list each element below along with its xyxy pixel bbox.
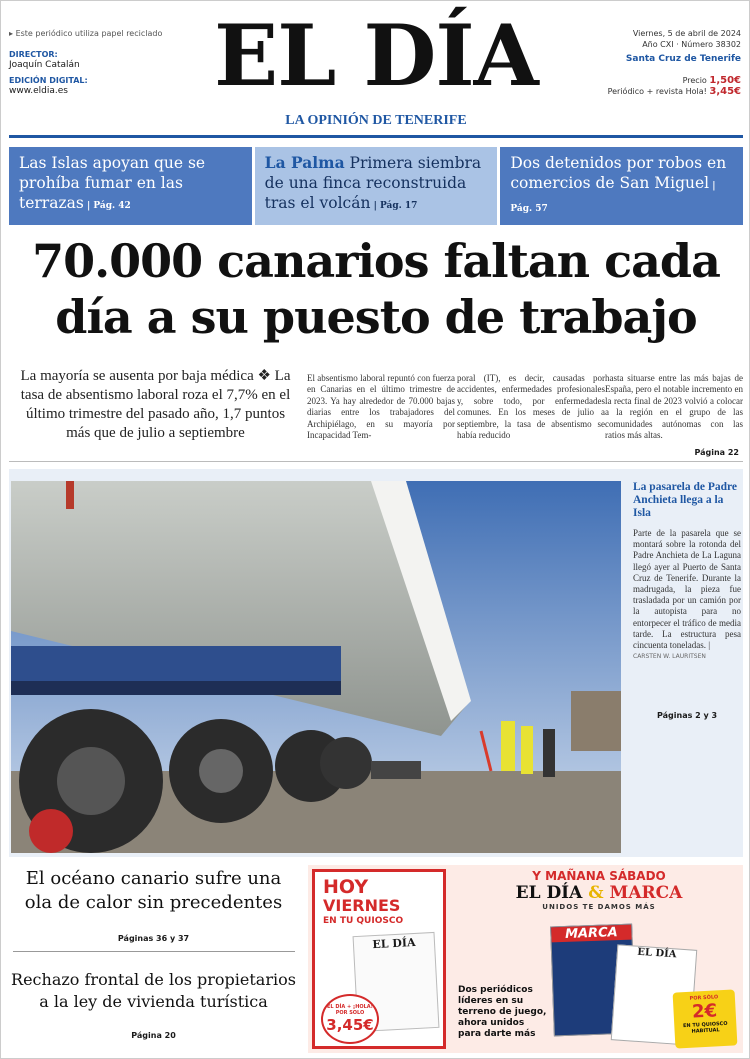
teaser-strip [9, 147, 743, 225]
promo-ad[interactable] [308, 865, 743, 1053]
lead-page-ref: Página 22 [694, 448, 739, 457]
ad-brand-marca: MARCA [609, 883, 683, 903]
digital-label: EDICIÓN DIGITAL: [9, 76, 88, 85]
director-label: DIRECTOR: [9, 50, 58, 59]
story-ocean[interactable]: El océano canario sufre una ola de calor sin precedentes [24, 868, 283, 913]
teaser-la-palma[interactable] [255, 147, 498, 225]
teaser-page: | Pág. 57 [510, 181, 716, 214]
photo-text: Parte de la pasarela que se montará sobre la rotonda del Padre Anchieta de La Laguna llegó ayer al Puerto de Santa Cruz de Tenerife. Durante la madrugada, la pieza fue trasladada por un camión por la autopista para no entorpecer el tráfico de media tarde. La estructura pesa cincuenta toneladas. | [633, 528, 741, 651]
header-right [541, 28, 741, 97]
mini-marca-masthead: MARCA [551, 925, 631, 943]
badge-small: POR SÓLO [689, 994, 719, 1002]
ad-price-badge-2 [673, 989, 738, 1048]
ad-viernes: VIERNES [323, 896, 401, 915]
ad-unidos: UNIDOS TE DAMOS MÁS [542, 903, 656, 911]
ad-tomorrow: Y MAÑANA SÁBADO [532, 869, 666, 883]
ad-en-quiosco: EN TU QUIOSCO [323, 916, 404, 926]
badge-tiny: EN TU QUIOSCO HABITUAL [682, 1020, 728, 1035]
story-housing[interactable]: Rechazo frontal de los propietarios a la ley de vivienda turística [11, 970, 296, 1011]
price-label: Precio [682, 76, 707, 85]
recycled-text: Este periódico utiliza papel reciclado [15, 29, 163, 38]
bottom-divider [13, 951, 295, 952]
walkway-illustration [11, 481, 621, 853]
teaser-page: | Pág. 42 [83, 201, 131, 211]
issue-number: Año CXI · Número 38302 [642, 40, 741, 49]
section-divider [9, 461, 743, 462]
recycled-note: ▸ Este periódico utiliza papel reciclado [9, 29, 163, 38]
badge-price: 2€ [691, 1000, 718, 1023]
ad-hoy: HOY [323, 876, 369, 898]
lead-headline[interactable]: 70.000 canarios faltan cada día a su puesto de trabajo [32, 234, 720, 344]
story-housing-page: Página 20 [131, 1031, 176, 1040]
header-rule [9, 135, 743, 138]
photo-page-ref: Páginas 2 y 3 [657, 711, 718, 720]
ad-brand-eldia: EL DÍA [515, 883, 583, 903]
story-ocean-page: Páginas 36 y 37 [117, 934, 190, 943]
lead-column-2: poral (IT), es decir, causadas por accidentes, enfermedades profesionales y, sobre todo, por enfermedades comunes. En los meses de julio a septiembre, la tasa de absentismo se había reducido [457, 373, 605, 441]
ad-brands [458, 883, 740, 903]
lead-column-1: El absentismo laboral repuntó con fuerza en Canarias en el último trimestre de 2023. Ya hay alrededor de 70.000 bajas diarias entre los trabajadores del Archipiélago, en su mayoría por Incapacidad Tem- [307, 373, 455, 441]
photo-headline[interactable]: La pasarela de Padre Anchieta llega a la Isla [633, 481, 738, 519]
ad-tomorrow-header [458, 869, 740, 919]
teaser-smoking[interactable] [9, 147, 252, 225]
city: Santa Cruz de Tenerife [625, 54, 741, 64]
ad-price-badge [321, 994, 379, 1044]
lead-summary: La mayoría se ausenta por baja médica ❖ La tasa de absentismo laboral roza el 7,7% en el último trimestre del pasado año, 1,7 puntos más que de julio a septiembre [20, 368, 291, 441]
ad-price: 3,45€ [326, 1016, 374, 1034]
price2-label: Periódico + revista Hola! [607, 87, 707, 96]
teaser-text: Primera siembra de una finca reconstruida tras el volcán [264, 154, 482, 212]
price-value: 1,50€ [709, 75, 741, 86]
photo-credit: CARSTEN W. LAURITSEN [633, 653, 706, 661]
teaser-robberies[interactable] [500, 147, 743, 225]
ad-brand-amp: & [582, 883, 610, 903]
price-line [541, 75, 741, 86]
price2-line [541, 86, 741, 97]
header-left [9, 28, 199, 97]
lead-column-3: hasta situarse entre las más bajas de España, pero el notable incremento en la recta final de 2023 volvió a colocar a la región en el grupo de las comunidades autónomas con las ratios más altas. [605, 373, 743, 441]
price2-value: 3,45€ [709, 86, 741, 97]
masthead: EL DÍA [214, 6, 538, 105]
teaser-page: | Pág. 17 [370, 201, 418, 211]
issue-date: Viernes, 5 de abril de 2024 [632, 29, 741, 38]
teaser-kicker: La Palma [264, 153, 345, 172]
ad-price-small: EL DÍA + ¡HOLA! POR SOLO [327, 1004, 373, 1016]
director-name: Joaquín Catalán [9, 60, 80, 70]
photo-caption [633, 481, 741, 660]
teaser-text: Las Islas apoyan que se prohíba fumar en las terrazas [19, 154, 206, 212]
digital-url[interactable]: www.eldia.es [9, 86, 68, 96]
teaser-text: Dos detenidos por robos en comercios de San Miguel [510, 154, 727, 192]
ad-today-panel [312, 869, 446, 1049]
ad-copy: Dos periódicos líderes en su terreno de juego, ahora unidos para darte más [458, 985, 547, 1039]
mini-masthead-2: EL DÍA [636, 946, 677, 961]
masthead-subtitle: LA OPINIÓN DE TENERIFE [285, 113, 467, 128]
mini-masthead: EL DÍA [372, 935, 416, 952]
walkway-photo[interactable] [11, 481, 621, 853]
